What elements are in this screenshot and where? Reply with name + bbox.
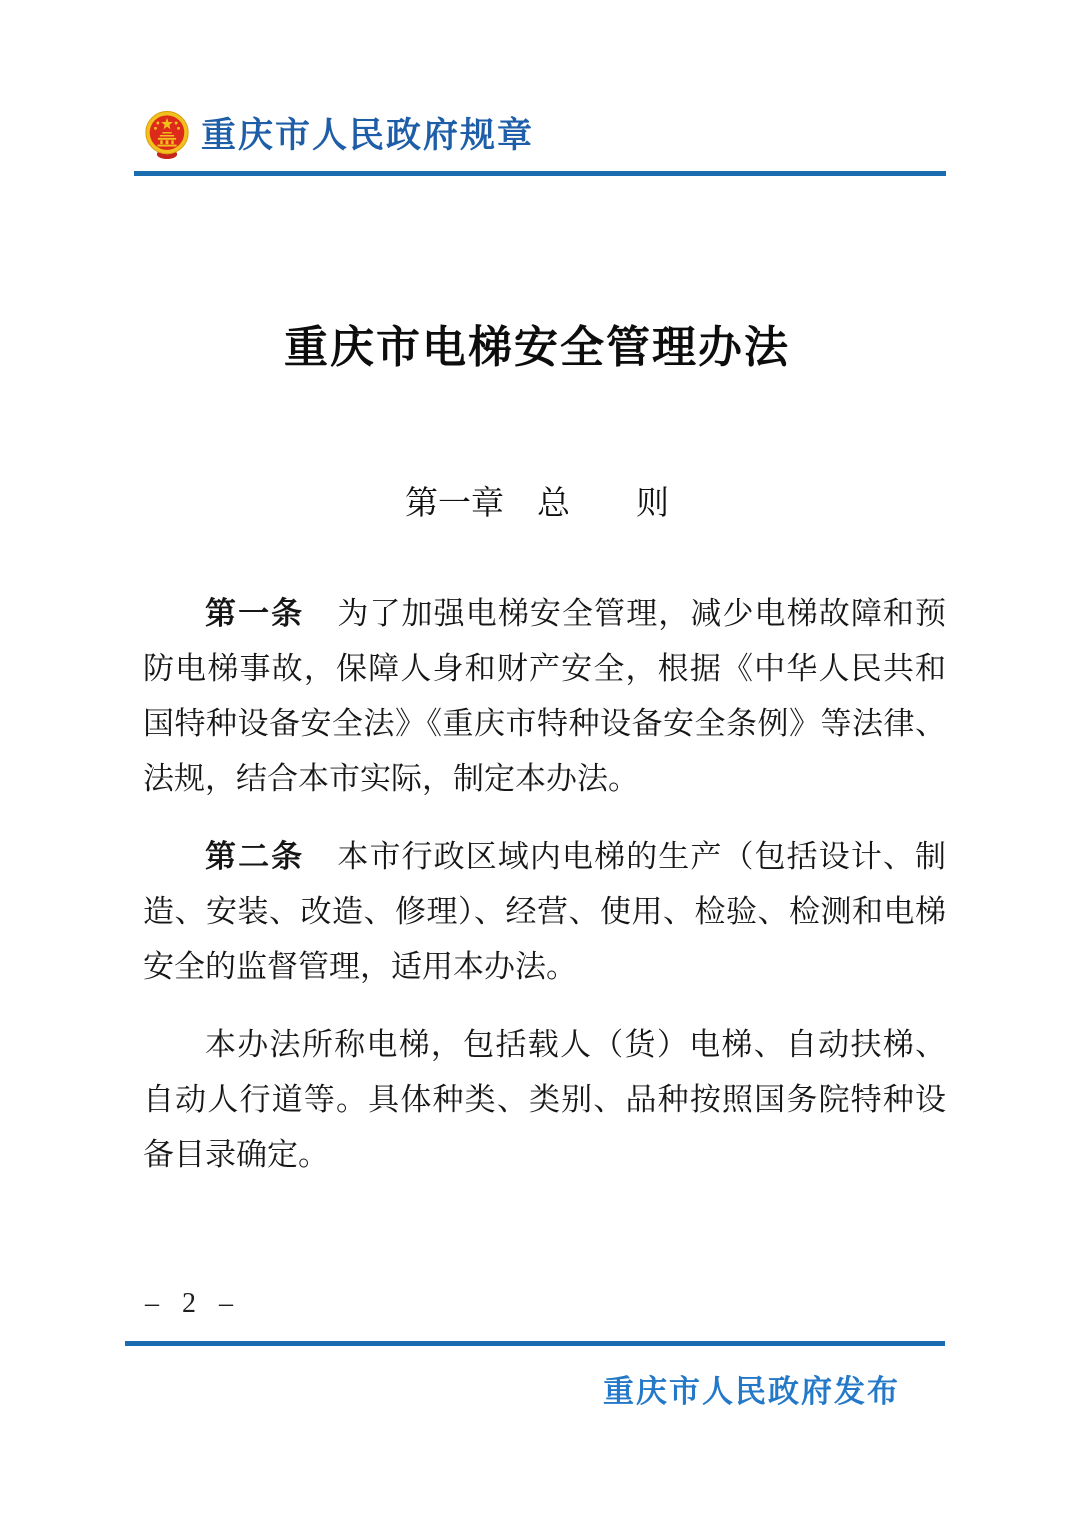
- article-2-text: 本市行政区域内电梯的生产（包括设计、制造、安装、改造、修理）、经营、使用、检验、检测和电梯安全的监督管理，适用本办法。: [143, 839, 947, 984]
- article-2-clause-2-text: 本办法所称电梯，包括载人（货）电梯、自动扶梯、自动人行道等。具体种类、类别、品种按照国务院特种设备目录确定。: [143, 1027, 946, 1172]
- national-emblem-icon: [143, 110, 191, 160]
- document-body: [143, 586, 946, 1205]
- article-2-label: 第二条: [205, 839, 305, 874]
- footer-divider-rule: [125, 1341, 945, 1346]
- page-number: – 2 –: [145, 1288, 241, 1319]
- paragraph-article-1: [143, 586, 946, 806]
- footer-publisher: 重庆市人民政府发布: [603, 1374, 900, 1409]
- article-1-label: 第一条: [205, 596, 305, 631]
- paragraph-article-2-clause-2: [143, 1017, 946, 1182]
- document-title: 重庆市电梯安全管理办法: [284, 323, 790, 373]
- page-header: [143, 110, 534, 160]
- article-1-text: 为了加强电梯安全管理，减少电梯故障和预防电梯事故，保障人身和财产安全，根据《中华人民共和国特种设备安全法》《重庆市特种设备安全条例》等法律、法规，结合本市实际，制定本办法。: [143, 596, 947, 796]
- paragraph-article-2: [143, 829, 946, 994]
- chapter-heading: 第一章 总 则: [405, 484, 669, 522]
- header-org-label: 重庆市人民政府规章: [201, 115, 535, 155]
- header-divider-rule: [134, 171, 946, 176]
